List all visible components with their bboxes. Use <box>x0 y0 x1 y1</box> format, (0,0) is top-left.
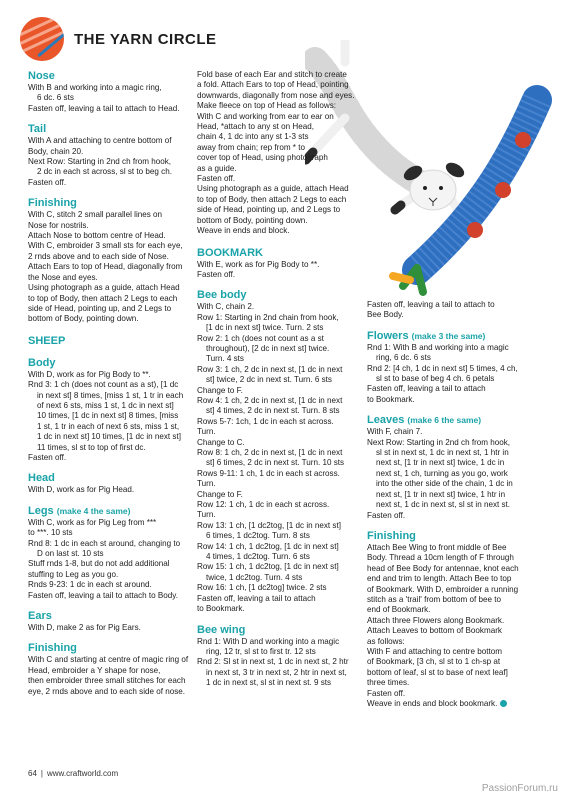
bookmark-section-heading: BOOKMARK <box>197 246 263 259</box>
bee-body-line: Fasten off, leaving a tail to attach <box>197 593 316 603</box>
bee-body-line: 6 times, 1 dc2tog. Turn. 8 sts <box>206 531 310 541</box>
bee-body-line: twice, 1 dc2tog. Turn. 4 sts <box>206 572 303 582</box>
bee-wing-line: Rnd 2: Sl st in next st, 1 dc in next st, 2 htr <box>197 657 349 667</box>
leaves-line: next st, 1 dc in next st, sl st in next st. <box>376 500 511 510</box>
bee-body-line: Change to F. <box>197 385 243 395</box>
bee-body-heading: Bee body <box>197 289 247 302</box>
bee-body-line: Turn. 4 sts <box>206 354 244 364</box>
bee-wing-line: Rnd 1: With D and working into a magic <box>197 636 340 646</box>
flowers-line: Rnd 1: With B and working into a magic <box>367 342 509 352</box>
intro-line: as a guide. <box>197 163 237 173</box>
finishing-heading: Finishing <box>28 197 77 210</box>
bee-body-line: Row 12: 1 ch, 1 dc in each st across. <box>197 500 330 510</box>
finishing-line: Attach Bee Wing to front middle of Bee <box>367 542 507 552</box>
intro-line: Fasten off, leaving a tail to attach to <box>367 300 495 309</box>
leaves-line: into the other side of the chain, 1 dc in <box>376 479 513 489</box>
finishing-line: stitch as a 'trail' from bottom of bee to <box>367 594 501 604</box>
nose-line: With B and working into a magic ring, <box>28 83 162 92</box>
finishing-line: head of Bee Body for antennae, knot each <box>367 563 519 573</box>
finishing-line: end of Bookmark. <box>367 605 431 615</box>
finishing-line: Weave in ends and block bookmark. <box>367 699 532 709</box>
bee-wing-line: 1 dc in next st, sl st in next st. 9 sts <box>206 678 332 688</box>
head-heading: Head <box>28 472 55 485</box>
end-dot-icon <box>500 700 507 707</box>
intro-line: to top of Body, then attach 2 Legs to each <box>197 194 347 204</box>
body-line: 10 times, [1 dc in next st] 8 times, [miss <box>37 411 179 421</box>
bee-body-line: With C, chain 2. <box>197 302 255 312</box>
flowers-line: Fasten off, leaving a tail to attach <box>367 384 486 394</box>
intro-line: Head, *attach to any st on Head, <box>197 122 314 132</box>
finishing-line: side of Head, pointing up, and 2 Legs to <box>28 303 172 313</box>
bee-body-line: Row 14: 1 ch, 1 dc2tog, [1 dc in next st] <box>197 541 339 551</box>
bee-body-line: Row 1: Starting in 2nd chain from hook, <box>197 312 339 322</box>
intro-line: With C and working from ear to ear on <box>197 111 334 121</box>
finishing-line: bottom of Body, pointing down. <box>28 314 139 324</box>
bee-body-line: throughout), [2 dc in next st] twice. <box>206 343 330 353</box>
finishing-line: Attach three Flowers along Bookmark. <box>367 615 505 625</box>
crochet-hook-icon <box>37 32 64 57</box>
ears-heading: Ears <box>28 610 52 623</box>
legs-line: Stuff rnds 1-8, but do not add additional <box>28 559 170 569</box>
bee-body-line: Row 15: 1 ch, 1 dc2tog, [1 dc in next st] <box>197 562 339 572</box>
finishing-line: three times. <box>367 678 410 688</box>
finishing-heading: Finishing <box>367 529 416 542</box>
column-3 <box>367 300 532 709</box>
intro-line: Make fleece on top of Head as follows: <box>197 101 337 111</box>
leaves-line: sl st in next st, 1 dc in next st, 1 htr in <box>376 448 509 458</box>
tail-line: 2 dc in each st across, sl st to beg ch. <box>37 167 172 177</box>
bee-body-line: Rows 9-11: 1 ch, 1 dc in each st across. <box>197 468 340 478</box>
intro-line: Bee Body. <box>367 310 404 320</box>
intro-line: a fold. Attach Ears to top of Head, pointing <box>197 80 349 90</box>
bee-body-line: to Bookmark. <box>197 604 245 614</box>
finishing-line: Nose for nostrils. <box>28 220 89 230</box>
finishing-line: as follows: <box>367 636 405 646</box>
bee-body-line: Change to C. <box>197 437 245 447</box>
bee-body-line: Turn. <box>197 427 216 437</box>
bee-body-line: Row 16: 1 ch, [1 dc2tog] twice. 2 sts <box>197 583 327 593</box>
leaves-line: Next Row: Starting in 2nd ch from hook, <box>367 437 511 447</box>
head-line: With D, work as for Pig Head. <box>28 485 135 495</box>
finishing-line: With F and attaching to centre bottom <box>367 646 502 656</box>
finishing-line: 2 rnds above and to each side of Nose. <box>28 251 169 261</box>
finishing-line: Body. Thread a 10cm length of F through <box>367 553 514 563</box>
legs-line: With C, work as for Pig Leg from *** <box>28 517 157 527</box>
watermark: PassionForum.ru <box>481 783 558 794</box>
page-footer <box>28 769 118 778</box>
flowers-heading: Flowers (make 3 the same) <box>367 329 486 342</box>
tail-heading: Tail <box>28 123 47 136</box>
flowers-line: ring, 6 dc. 6 sts <box>376 353 431 363</box>
bee-body-line: Change to F. <box>197 489 243 499</box>
body-line: 1 st, 1 tr in each of next 6 sts, miss 1 st, <box>37 421 180 431</box>
intro-line: away from chain; rep from * to <box>197 142 305 152</box>
intro-line: Using photograph as a guide, attach Head <box>197 184 349 194</box>
intro-line: side of Head, pointing up, and 2 Legs to <box>197 205 341 215</box>
bee-wing-line: in next st, 3 tr in next st, 2 htr in next st, <box>206 667 347 677</box>
finishing2-line: Head, embroider a Y shape for nose, <box>28 665 161 675</box>
footer-url[interactable]: www.craftworld.com <box>46 769 119 778</box>
bee-body-line: Rows 5-7: 1ch, 1 dc in each st across. <box>197 416 334 426</box>
bee-body-line: 4 times, 1 dc2tog. Turn. 6 sts <box>206 552 310 562</box>
flowers-line: to Bookmark. <box>367 394 415 404</box>
tail-line: With A and attaching to centre bottom of <box>28 136 172 146</box>
leaves-line: Fasten off. <box>367 510 406 520</box>
yarn-ball-logo-icon <box>20 17 64 61</box>
section-title: THE YARN CIRCLE <box>74 30 217 48</box>
flowers-line: Rnd 2: [4 ch, 1 dc in next st] 5 times, 4 ch, <box>367 363 518 373</box>
sheep-section-heading: SHEEP <box>28 334 66 347</box>
bee-body-line: Row 2: 1 ch (does not count as a st <box>197 333 324 343</box>
finishing2-line: eye, 2 rnds above and to each side of nose. <box>28 686 186 696</box>
ears-line: With D, make 2 as for Pig Ears. <box>28 623 141 633</box>
finishing-line: of Bookmark. With D, embroider a running <box>367 584 519 594</box>
body-line: of next 6 sts, miss 1 st, 1 dc in next st] <box>37 400 174 410</box>
finishing-line: Attach Leaves to bottom of Bookmark <box>367 626 502 636</box>
body-line: With D, work as for Pig Body to **. <box>28 369 151 379</box>
intro-line: chain 4, 1 dc into any st 1-3 sts <box>197 132 309 142</box>
finishing2-line: With C and starting at centre of magic ring of <box>28 655 189 665</box>
bee-wing-heading: Bee wing <box>197 623 246 636</box>
leaves-line: With F, chain 7. <box>367 427 423 437</box>
bookmark-line: With E, work as for Pig Body to **. <box>197 259 320 269</box>
bee-wing-line: ring, 12 tr, sl st to first tr. 12 sts <box>206 646 316 656</box>
finishing-line: Fasten off. <box>367 688 406 698</box>
legs-line: D on last st. 10 sts <box>37 549 104 558</box>
intro-line: Fasten off. <box>197 174 236 184</box>
footer-separator: | <box>40 769 43 778</box>
nose-line: 6 dc. 6 sts <box>37 93 74 103</box>
intro-line: downwards, diagonally from nose and eyes. <box>197 90 355 100</box>
body-line: Fasten off. <box>28 452 67 462</box>
tail-line: Next Row: Starting in 2nd ch from hook, <box>28 157 172 167</box>
bee-body-line: st] 4 times, 2 dc in next st. Turn. 8 sts <box>206 406 340 416</box>
finishing-line: the Nose and eyes. <box>28 272 98 282</box>
finishing-line: end and trim to length. Attach Bee to top <box>367 574 512 584</box>
bookmark-line: Fasten off. <box>197 269 236 279</box>
finishing2-heading: Finishing <box>28 642 77 655</box>
legs-line: to ***. 10 sts <box>28 528 73 538</box>
column-1 <box>28 70 194 697</box>
tail-line: Fasten off. <box>28 177 67 187</box>
bee-body-line: Row 4: 1 ch, 2 dc in next st, [1 dc in next <box>197 395 343 405</box>
legs-line: Rnd 8: 1 dc in each st around, changing to <box>28 538 181 548</box>
legs-line: Fasten off, leaving a tail to attach to Body. <box>28 590 178 600</box>
page-number: 64 <box>28 769 37 778</box>
intro-line: Fold base of each Ear and stitch to create <box>197 70 347 79</box>
body-line: Rnd 3: 1 ch (does not count as a st), [1 dc <box>28 380 179 390</box>
leaves-line: next st, 1 ch, turning as you go, work <box>376 468 508 478</box>
body-line: 11 times, sl st to top of first dc. <box>37 442 146 452</box>
finishing-line: bottom of leaf, sl st to base of next leaf] <box>367 667 508 677</box>
finishing-line: to top of Body, then attach 2 Legs to each <box>28 293 178 303</box>
bee-body-line: Turn. <box>197 479 216 489</box>
flowers-line: sl st to base of beg 4 ch. 6 petals <box>376 374 495 384</box>
bee-body-line: Row 8: 1 ch, 2 dc in next st, [1 dc in next <box>197 448 343 457</box>
column-2 <box>197 70 362 689</box>
intro-line: cover top of Head, using photograph <box>197 153 328 163</box>
bee-body-line: Turn. <box>197 510 216 520</box>
magazine-header <box>20 16 217 62</box>
finishing-line: With C, embroider 3 small sts for each eye, <box>28 241 183 251</box>
nose-heading: Nose <box>28 70 55 82</box>
bee-body-line: [1 dc in next st] twice. Turn. 2 sts <box>206 323 324 333</box>
bee-body-line: Row 3: 1 ch, 2 dc in next st, [1 dc in next <box>197 364 343 374</box>
finishing-line: Attach Nose to bottom centre of Head. <box>28 231 166 241</box>
tail-line: Body, chain 20. <box>28 146 84 156</box>
bee-body-line: Row 13: 1 ch, [1 dc2tog, [1 dc in next st] <box>197 520 341 530</box>
body-line: 1 dc in next st] 10 times, [1 dc in next st] <box>37 432 181 442</box>
leaves-heading: Leaves (make 6 the same) <box>367 414 482 427</box>
finishing-line: With C, stitch 2 small parallel lines on <box>28 210 163 220</box>
finishing-line: of Bookmark, [3 ch, sl st to 1 ch-sp at <box>367 657 501 667</box>
legs-line: Rnds 9-23: 1 dc in each st around. <box>28 580 152 590</box>
legs-heading: Legs (make 4 the same) <box>28 504 131 517</box>
intro-line: bottom of Body, pointing down. <box>197 215 308 225</box>
nose-line: Fasten off, leaving a tail to attach to Head. <box>28 103 180 113</box>
body-line: in next st] 8 times, [miss 1 st, 1 tr in each <box>37 390 184 400</box>
bee-body-line: st] 6 times, 2 dc in next st. Turn. 10 sts <box>206 458 345 468</box>
legs-line: stuffing to Leg as you go. <box>28 569 119 579</box>
leaves-line: next st, [1 tr in next st] twice, 1 htr in <box>376 489 506 499</box>
intro-line: Weave in ends and block. <box>197 226 290 236</box>
leaves-line: next st, [1 tr in next st] twice, 1 dc in <box>376 458 505 468</box>
finishing-line: Using photograph as a guide, attach Head <box>28 283 180 293</box>
finishing-line: Attach Ears to top of Head, diagonally from <box>28 262 183 272</box>
bee-body-line: st] twice, 2 dc in next st. Turn. 6 sts <box>206 375 332 385</box>
body-heading: Body <box>28 356 56 369</box>
finishing2-line: then embroider three small stitches for each <box>28 676 186 686</box>
